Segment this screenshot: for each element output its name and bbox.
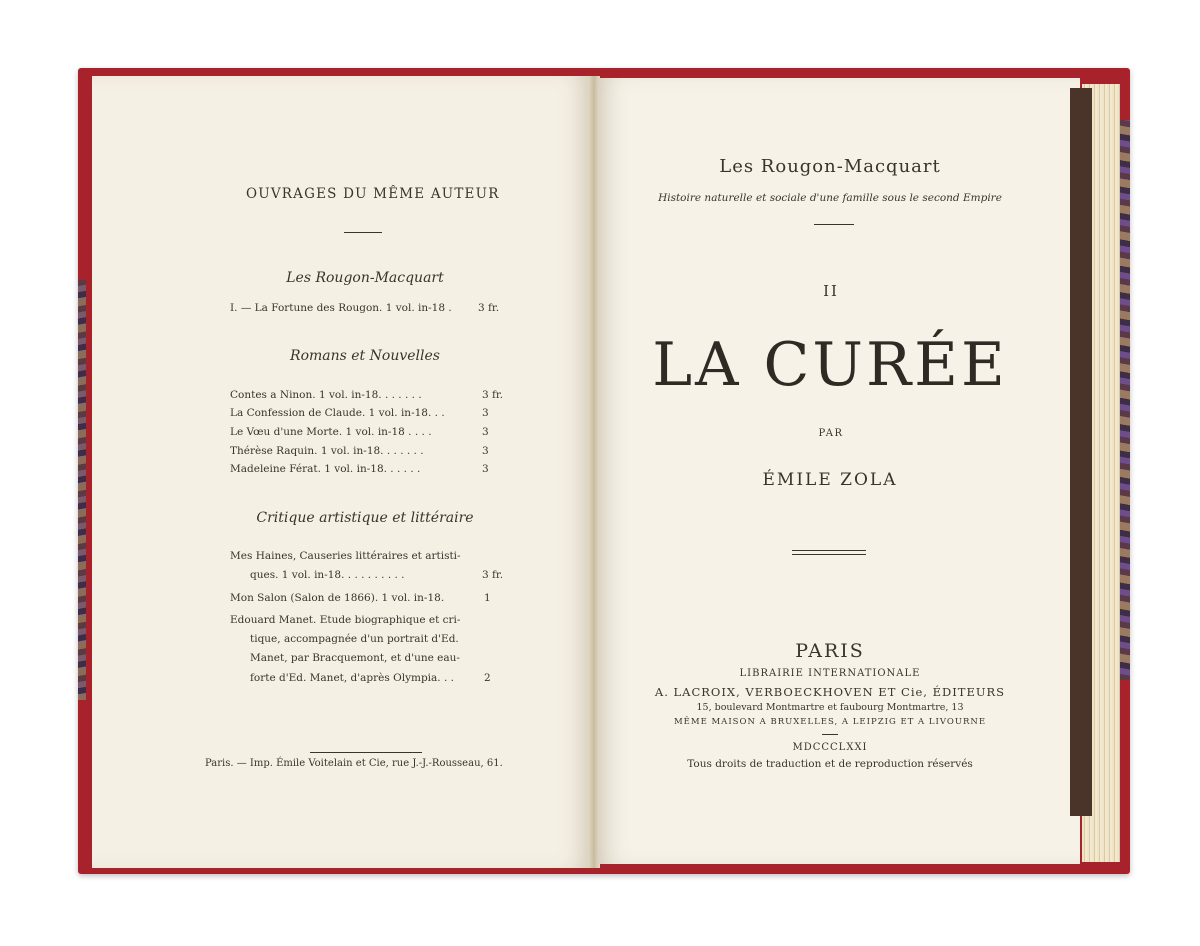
list-item-value: 3 fr. <box>478 302 500 314</box>
publication-year: MDCCCLXXI <box>792 742 868 753</box>
list-item: Edouard Manet. Etude biographique et cri- <box>230 614 461 626</box>
book-title: LA CURÉE <box>652 330 1008 400</box>
list-item-continued: tique, accompagnée d'un portrait d'Ed. <box>250 633 459 645</box>
list-item: Mes Haines, Causeries littéraires et artisti- <box>230 550 461 562</box>
publisher-branches: MÊME MAISON A BRUXELLES, A LEIPZIG ET A LIVOURNE <box>673 717 987 727</box>
double-rule-bottom <box>792 554 866 555</box>
list-item-continued: Manet, par Bracquemont, et d'une eau- <box>250 652 460 664</box>
printer-imprint: Paris. — Imp. Émile Voitelain et Cie, rue J.-J.-Rousseau, 61. <box>205 758 503 769</box>
list-item-value: 3 <box>482 445 489 457</box>
publisher-address: 15, boulevard Montmartre et faubourg Montmartre, 13 <box>696 702 964 713</box>
section-title-rougon: Les Rougon-Macquart <box>286 270 444 286</box>
by-label: PAR <box>818 428 844 439</box>
list-item-value: 3 fr. <box>482 389 504 401</box>
divider <box>344 232 382 233</box>
list-item-value: 2 <box>484 672 491 684</box>
series-subtitle: Histoire naturelle et sociale d'une famille sous le second Empire <box>658 192 1002 204</box>
list-item: Contes a Ninon. 1 vol. in-18. . . . . . . <box>230 389 422 401</box>
divider <box>814 224 854 225</box>
list-item: Le Vœu d'une Morte. 1 vol. in-18 . . . . <box>230 426 432 438</box>
list-item: I. — La Fortune des Rougon. 1 vol. in-18 . <box>230 302 452 314</box>
marbled-spine-right <box>1120 120 1130 680</box>
list-item-value: 1 <box>484 592 491 604</box>
series-title: Les Rougon-Macquart <box>719 156 941 177</box>
list-item-value: 3 <box>482 426 489 438</box>
rights-notice: Tous droits de traduction et de reproduction réservés <box>687 758 973 770</box>
list-item-continued: forte d'Ed. Manet, d'après Olympia. . . <box>250 672 454 684</box>
left-heading: OUVRAGES DU MÊME AUTEUR <box>246 186 500 202</box>
marbled-spine-left <box>78 280 86 700</box>
list-item-value: 3 <box>482 463 489 475</box>
list-item: La Confession de Claude. 1 vol. in-18. . . <box>230 407 445 419</box>
list-item: Thérèse Raquin. 1 vol. in-18. . . . . . . <box>230 445 424 457</box>
divider <box>822 734 838 735</box>
author-name: ÉMILE ZOLA <box>762 470 898 490</box>
footer-divider <box>310 752 422 753</box>
section-title-critique: Critique artistique et littéraire <box>256 510 474 526</box>
section-title-romans: Romans et Nouvelles <box>290 348 440 364</box>
list-item-value: 3 <box>482 407 489 419</box>
publisher-name: A. LACROIX, VERBOECKHOVEN ET Cie, ÉDITEURS <box>654 685 1006 699</box>
publisher-line: LIBRAIRIE INTERNATIONALE <box>739 668 921 679</box>
volume-number: II <box>823 282 839 300</box>
list-item: Mon Salon (Salon de 1866). 1 vol. in-18. <box>230 592 445 604</box>
double-rule-top <box>792 550 866 551</box>
publication-city: PARIS <box>795 640 865 662</box>
list-item: Madeleine Férat. 1 vol. in-18. . . . . . <box>230 463 421 475</box>
list-item-continued: ques. 1 vol. in-18. . . . . . . . . . <box>250 569 405 581</box>
list-item-value: 3 fr. <box>482 569 504 581</box>
page-edge-band <box>1070 88 1092 816</box>
